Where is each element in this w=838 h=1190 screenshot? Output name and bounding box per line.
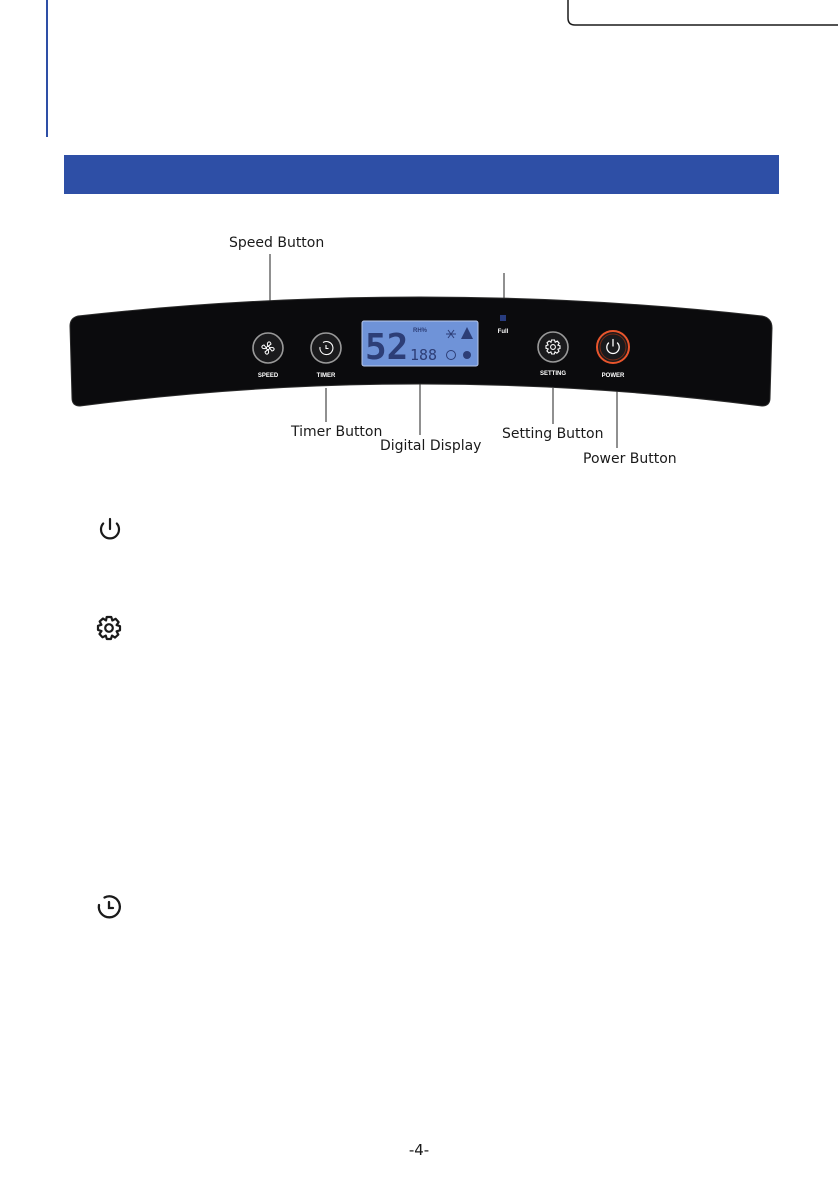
gear-icon	[94, 613, 124, 643]
display-small-digits: 188	[410, 346, 438, 364]
digital-display-callout: Digital Display	[380, 438, 482, 454]
power-button-label: POWER	[601, 373, 625, 379]
display-rh-label: RH%	[413, 328, 428, 334]
control-panel-illustration	[0, 0, 838, 500]
full-indicator-label: Full	[497, 329, 509, 335]
speed-button[interactable]	[253, 333, 283, 363]
timer-button-label: TIMER	[316, 373, 336, 379]
power-icon	[96, 516, 124, 544]
setting-button[interactable]	[538, 332, 568, 362]
digital-display	[362, 321, 478, 368]
setting-button-label: SETTING	[539, 371, 567, 377]
full-indicator	[500, 315, 506, 321]
page-number: -4-	[408, 1141, 430, 1159]
display-drop-icon	[463, 351, 471, 359]
setting-button-callout: Setting Button	[502, 426, 604, 442]
speed-button-label: SPEED	[257, 373, 279, 379]
display-humidity-digits: 52	[365, 327, 409, 368]
timer-button-callout: Timer Button	[291, 424, 383, 440]
power-button-callout: Power Button	[583, 451, 677, 467]
clock-icon	[95, 893, 123, 921]
timer-button[interactable]	[311, 333, 341, 363]
speed-button-callout: Speed Button	[229, 235, 325, 251]
power-button[interactable]	[597, 331, 629, 363]
